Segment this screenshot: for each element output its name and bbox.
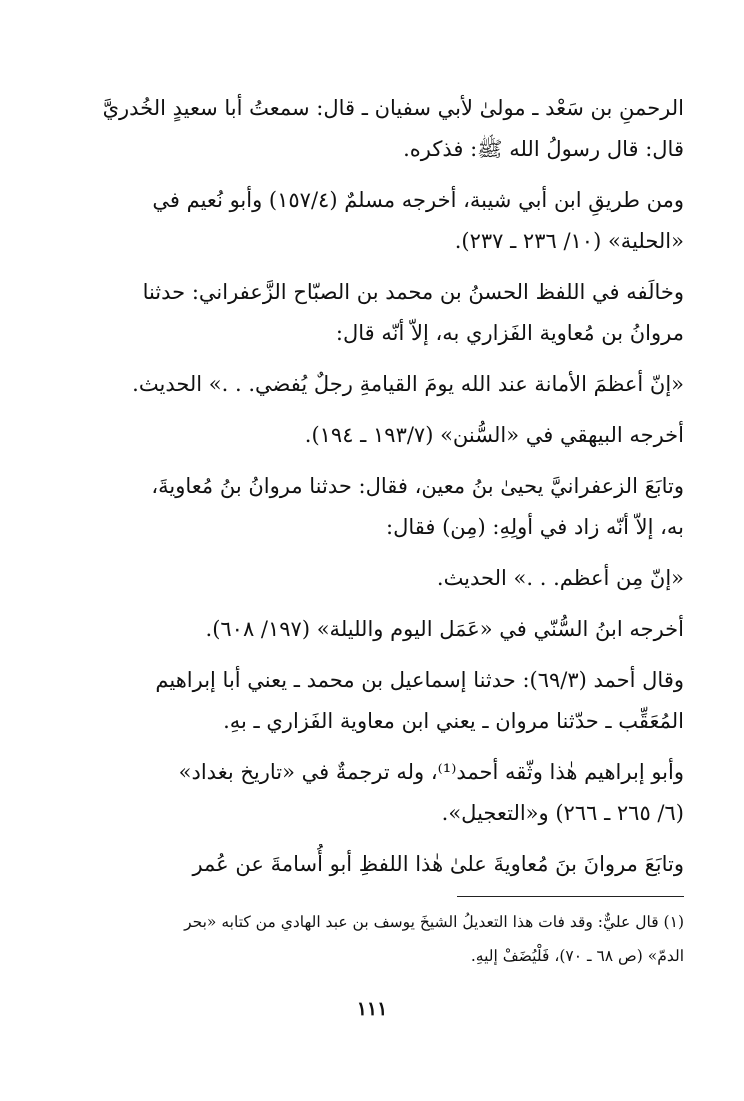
text-line: وقال أحمد (٦٩/٣): حدثنا إسماعيل بن محمد ـ يعني أبا إبراهيم — [155, 668, 684, 692]
text-line: المُعَقِّب ـ حدّثنا مروان ـ يعني ابن معاوية الفَزاري ـ بهِ. — [223, 709, 684, 733]
text-line: الرحمنِ بن سَعْد ـ مولىٰ لأبي سفيان ـ قال: سمعتُ أبا سعيدٍ الخُدريَّ — [102, 96, 684, 120]
hadith-quote: «إنّ أعظمَ الأمانة عند الله يومَ القيامةِ رجلٌ يُفضي. . .» الحديث. — [132, 372, 684, 396]
text-line: (٦/ ٢٦٥ ـ ٢٦٦) و«التعجيل». — [441, 801, 684, 825]
footnote-line: (١) قال عليٌّ: وقد فات هذا التعديلُ الشيخَ يوسف بن عبد الهادي من كتابه «بحر — [184, 913, 684, 931]
text-line: قال: قال رسولُ الله ﷺ: فذكره. — [403, 137, 684, 161]
hadith-quote: «إنّ مِن أعظم. . .» الحديث. — [436, 566, 684, 590]
page-number: ١١١ — [356, 998, 388, 1020]
text-line: وتابَعَ مروانَ بنَ مُعاويةَ علىٰ هٰذا اللفظِ أبو أُسامةَ عن عُمر — [192, 852, 684, 876]
text-line: مروانُ بن مُعاوية الفَزاري به، إلاّ أنّه قال: — [335, 321, 684, 345]
footnote — [59, 905, 684, 973]
main-text — [59, 88, 684, 885]
text-line: «الحلية» (١٠/ ٢٣٦ ـ ٢٣٧). — [454, 229, 684, 253]
footnote-divider — [457, 896, 684, 897]
text-line: أخرجه ابنُ السُّنّي في «عَمَل اليوم والليلة» (١٩٧/ ٦٠٨). — [205, 617, 684, 641]
text-line: به، إلاّ أنّه زاد في أولِهِ: (مِن) فقال: — [386, 515, 684, 539]
text-line: ومن طريقِ ابن أبي شيبة، أخرجه مسلمٌ (١٥٧/٤) وأبو نُعيم في — [152, 188, 684, 212]
text-line: أخرجه البيهقي في «السُّنن» (١٩٣/٧ ـ ١٩٤). — [304, 423, 684, 447]
text-line: وتابَعَ الزعفرانيَّ يحيىٰ بنُ معين، فقال: حدثنا مروانُ بنُ مُعاويةَ، — [151, 474, 684, 498]
text-line: وأبو إبراهيم هٰذا وثّقه أحمد⁽¹⁾، وله ترجمةٌ في «تاريخ بغداد» — [178, 760, 684, 784]
text-line: وخالَفه في اللفظ الحسنُ بن محمد بن الصبّاح الزَّعفراني: حدثنا — [142, 280, 684, 304]
footnote-line: الدمّ» (ص ٦٨ ـ ٧٠)، فَلْيُضَفْ إليهِ. — [470, 947, 684, 965]
